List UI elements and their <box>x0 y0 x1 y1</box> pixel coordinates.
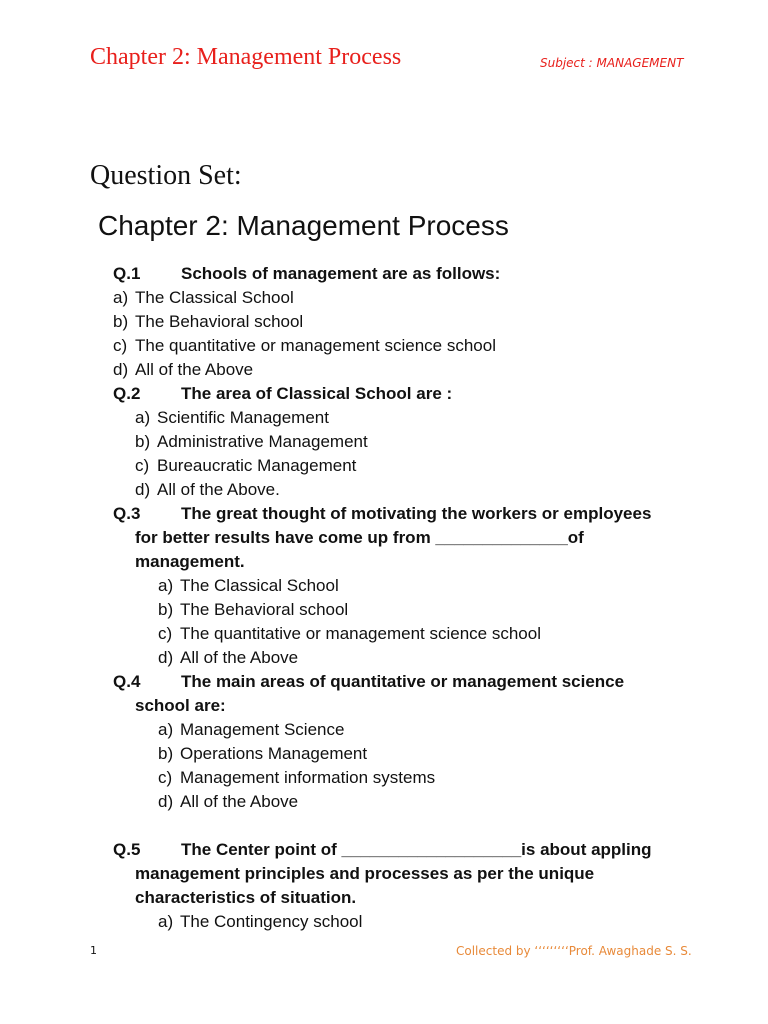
option <box>135 455 356 477</box>
question-text: The main areas of quantitative or management science <box>181 672 625 691</box>
option <box>113 311 303 333</box>
option-letter: a) <box>135 408 151 427</box>
option-letter: a) <box>113 288 129 307</box>
question-number: Q.1 <box>113 264 141 283</box>
page-number: 1 <box>90 944 97 957</box>
footer-credit: Collected by ‘‘‘‘‘‘‘‘‘Prof. Awaghade S. S. <box>456 944 692 958</box>
question-number: Q.4 <box>113 672 141 691</box>
option <box>113 359 253 381</box>
option <box>135 479 280 501</box>
option-text: The Contingency school <box>180 912 363 931</box>
question-text: management principles and processes as per the unique <box>135 864 595 883</box>
option-text: The Classical School <box>135 288 294 307</box>
option-text: All of the Above <box>180 792 299 811</box>
option-letter: c) <box>158 768 173 787</box>
option-text: Management information systems <box>180 768 436 787</box>
question-text: The Center point of ___________________is about appling <box>181 840 652 859</box>
option-text: Management Science <box>180 720 345 739</box>
option <box>135 431 368 453</box>
option <box>113 335 496 357</box>
header-title: Chapter 2: Management Process <box>90 44 402 70</box>
option-text: The Behavioral school <box>180 600 349 619</box>
question-text: characteristics of situation. <box>135 888 357 907</box>
option-letter: b) <box>158 744 174 763</box>
option-text: The quantitative or management science school <box>180 624 541 643</box>
question-text: The area of Classical School are : <box>181 384 453 403</box>
option-text: All of the Above <box>180 648 299 667</box>
question-number: Q.2 <box>113 384 141 403</box>
option-letter: d) <box>158 792 174 811</box>
question-text: for better results have come up from ______________of <box>135 528 584 547</box>
question-number: Q.3 <box>113 504 141 523</box>
question-text: management. <box>135 552 245 571</box>
option <box>158 647 298 669</box>
option-letter: c) <box>158 624 173 643</box>
option <box>158 791 298 813</box>
option-letter: d) <box>135 480 151 499</box>
option <box>158 719 344 741</box>
question-text: Schools of management are as follows: <box>181 264 501 283</box>
option <box>158 599 348 621</box>
option-letter: b) <box>113 312 129 331</box>
option <box>113 287 294 309</box>
option-letter: b) <box>135 432 151 451</box>
option-letter: d) <box>158 648 174 667</box>
chapter-heading: Chapter 2: Management Process <box>98 210 509 241</box>
option-letter: b) <box>158 600 174 619</box>
option <box>158 743 367 765</box>
option <box>158 575 339 597</box>
option-letter: c) <box>135 456 150 475</box>
option-text: Bureaucratic Management <box>157 456 357 475</box>
header-subject: Subject : MANAGEMENT <box>540 56 684 70</box>
question-set-heading: Question Set: <box>90 160 242 191</box>
question-text: The great thought of motivating the workers or employees <box>181 504 652 523</box>
option-text: Scientific Management <box>157 408 329 427</box>
option-letter: c) <box>113 336 128 355</box>
option-text: The Behavioral school <box>135 312 304 331</box>
option-letter: a) <box>158 720 174 739</box>
option <box>158 623 541 645</box>
option-letter: a) <box>158 912 174 931</box>
option-text: The Classical School <box>180 576 339 595</box>
option <box>158 767 435 789</box>
option <box>158 911 362 933</box>
option-letter: d) <box>113 360 129 379</box>
option-text: All of the Above <box>135 360 254 379</box>
option <box>135 407 329 429</box>
question-number: Q.5 <box>113 840 141 859</box>
option-text: Operations Management <box>180 744 368 763</box>
option-letter: a) <box>158 576 174 595</box>
option-text: All of the Above. <box>157 480 280 499</box>
option-text: Administrative Management <box>157 432 368 451</box>
question-text: school are: <box>135 696 226 715</box>
option-text: The quantitative or management science school <box>135 336 496 355</box>
